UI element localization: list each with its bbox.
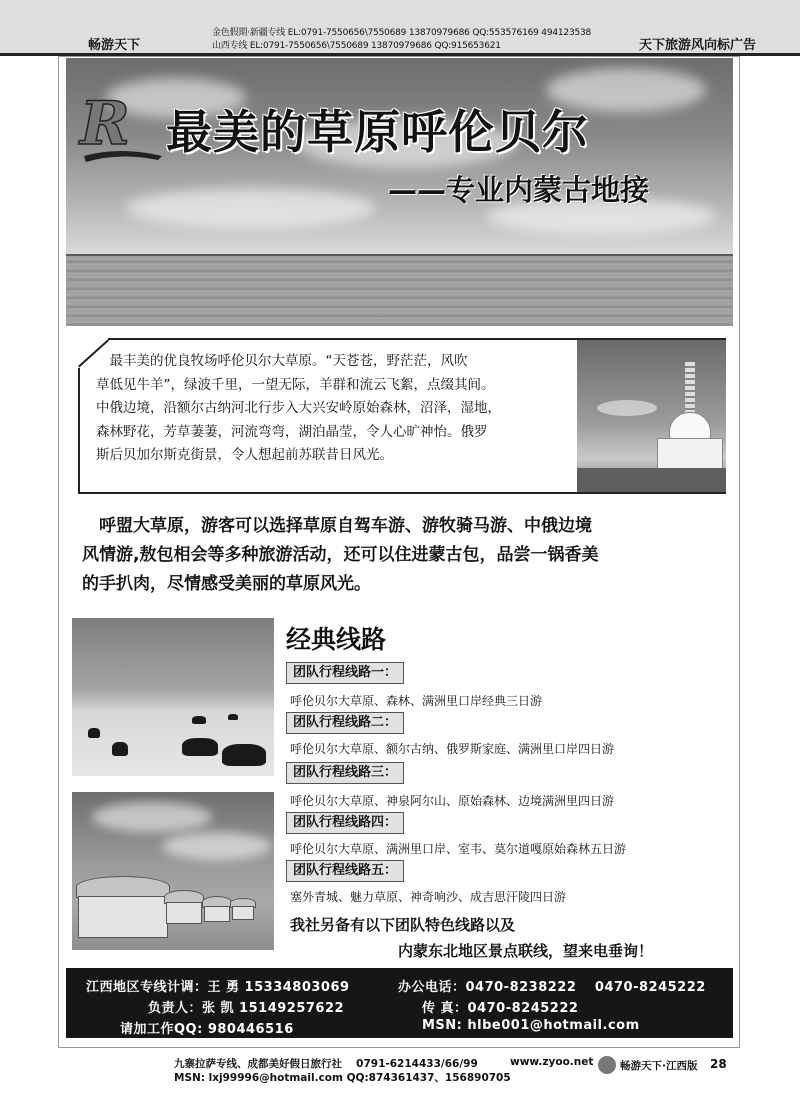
brand-logo-icon [598, 1056, 616, 1074]
yurt-roof [76, 876, 170, 898]
grassland [66, 256, 733, 326]
routes-title: 经典线路 [286, 625, 387, 654]
intro-line: 草低见牛羊”，绿波千里，一望无际，羊群和流云飞絮，点缀其间。 [96, 376, 495, 393]
cloud [162, 832, 272, 860]
route-tag-4: 团队行程线路四： [286, 812, 404, 834]
extra-routes-line-2: 内蒙东北地区景点联线，望来电垂询！ [398, 942, 654, 960]
route-desc-4: 呼伦贝尔大草原、满洲里口岸、室韦、莫尔道嘎原始森林五日游 [290, 842, 627, 856]
horse [228, 714, 238, 720]
page-header [0, 0, 800, 56]
route-tag-5: 团队行程线路五： [286, 860, 404, 882]
horses-photo [72, 618, 274, 776]
route-desc-3: 呼伦贝尔大草原、神泉阿尔山、原始森林、边境满洲里四日游 [290, 794, 615, 808]
route-desc-5: 塞外青城、魅力草原、神奇响沙、成吉思汗陵四日游 [290, 890, 567, 904]
contact-strip [66, 968, 733, 1038]
stupa-spire [685, 362, 695, 414]
contact-operator: 江西地区专线计调：王 勇 15334803069 [86, 980, 350, 995]
cloud [92, 802, 212, 832]
yurts-photo [72, 792, 274, 950]
intro-line: 森林野花，芳草萋萋，河流弯弯，湖泊晶莹，令人心旷神怡。俄罗 [96, 423, 488, 440]
horse [88, 728, 100, 738]
paragraph-line: 呼盟大草原，游客可以选择草原自驾车游、游牧骑马游、中俄边境 [82, 516, 592, 536]
banner-subtitle: ——专业内蒙古地接 [388, 173, 650, 207]
svg-text:R: R [80, 89, 130, 159]
ground [577, 468, 726, 492]
paragraph-line: 的手扒肉，尽情感受美丽的草原风光。 [82, 574, 371, 594]
paragraph-line: 风情游,敖包相会等多种旅游活动，还可以住进蒙古包，品尝一锅香美 [82, 545, 599, 565]
footer-line-2: MSN: lxj99996@hotmail.com QQ:874361437、156890705 [174, 1072, 511, 1084]
footer-line-1: 九寨拉萨专线、成都美好假日旅行社 0791-6214433/66/99 [174, 1058, 478, 1070]
banner-title: 最美的草原呼伦贝尔 [166, 105, 589, 159]
header-right-title: 天下旅游风向标广告 [638, 38, 756, 53]
page-number: 28 [710, 1057, 727, 1071]
header-left-title: 畅游天下 [88, 38, 141, 53]
intro-box [78, 338, 726, 494]
activities-paragraph [82, 512, 732, 599]
contact-manager: 负责人：张 凯 15149257622 [148, 1001, 345, 1016]
intro-line: 最丰美的优良牧场呼伦贝尔大草原。“天苍苍，野茫茫，风吹 [96, 353, 468, 369]
yurt [166, 902, 202, 924]
contact-msn: MSN: hlbe001@hotmail.com [422, 1018, 640, 1033]
horse [222, 744, 266, 766]
intro-line: 斯后贝加尔斯克街景，令人想起前苏联昔日风光。 [96, 447, 393, 463]
route-desc-1: 呼伦贝尔大草原、森林、满洲里口岸经典三日游 [290, 694, 543, 708]
extra-routes-line-1: 我社另备有以下团队特色线路以及 [290, 916, 516, 934]
footer-brand: 畅游天下·江西版 [620, 1060, 698, 1072]
intro-line: 中俄边境，沿额尔古纳河北行步入大兴安岭原始森林，沼泽，湿地， [96, 400, 501, 416]
horse [112, 742, 128, 756]
company-logo-icon [74, 86, 164, 164]
horse [182, 738, 218, 756]
intro-text [96, 350, 574, 468]
route-tag-1: 团队行程线路一： [286, 662, 404, 684]
yurt [78, 896, 168, 938]
route-tag-2: 团队行程线路二： [286, 712, 404, 734]
banner-photo [66, 58, 733, 326]
route-tag-3: 团队行程线路三： [286, 762, 404, 784]
contact-office-phone: 办公电话：0470-8238222 0470-8245222 [398, 980, 706, 995]
yurt [204, 906, 230, 922]
header-contact-line-1: 金色假期·新疆专线 EL:0791-7550656\7550689 13870979686 QQ:553576169 494123538 [212, 28, 592, 38]
cloud [597, 400, 657, 416]
footer-website: www.zyoo.net [510, 1056, 594, 1068]
horse [192, 716, 206, 724]
contact-fax: 传 真：0470-8245222 [422, 1001, 579, 1016]
route-desc-2: 呼伦贝尔大草原、额尔古纳、俄罗斯家庭、满洲里口岸四日游 [290, 742, 615, 756]
header-contact-line-2: 山西专线 EL:0791-7550656\7550689 13870979686 QQ:915653621 [212, 41, 501, 51]
stupa-dome [669, 412, 711, 440]
page-footer [0, 1048, 800, 1100]
cloud [126, 188, 376, 228]
contact-qq: 请加工作QQ: 980446516 [120, 1022, 294, 1037]
yurt [232, 906, 254, 920]
stupa-photo [577, 340, 726, 492]
